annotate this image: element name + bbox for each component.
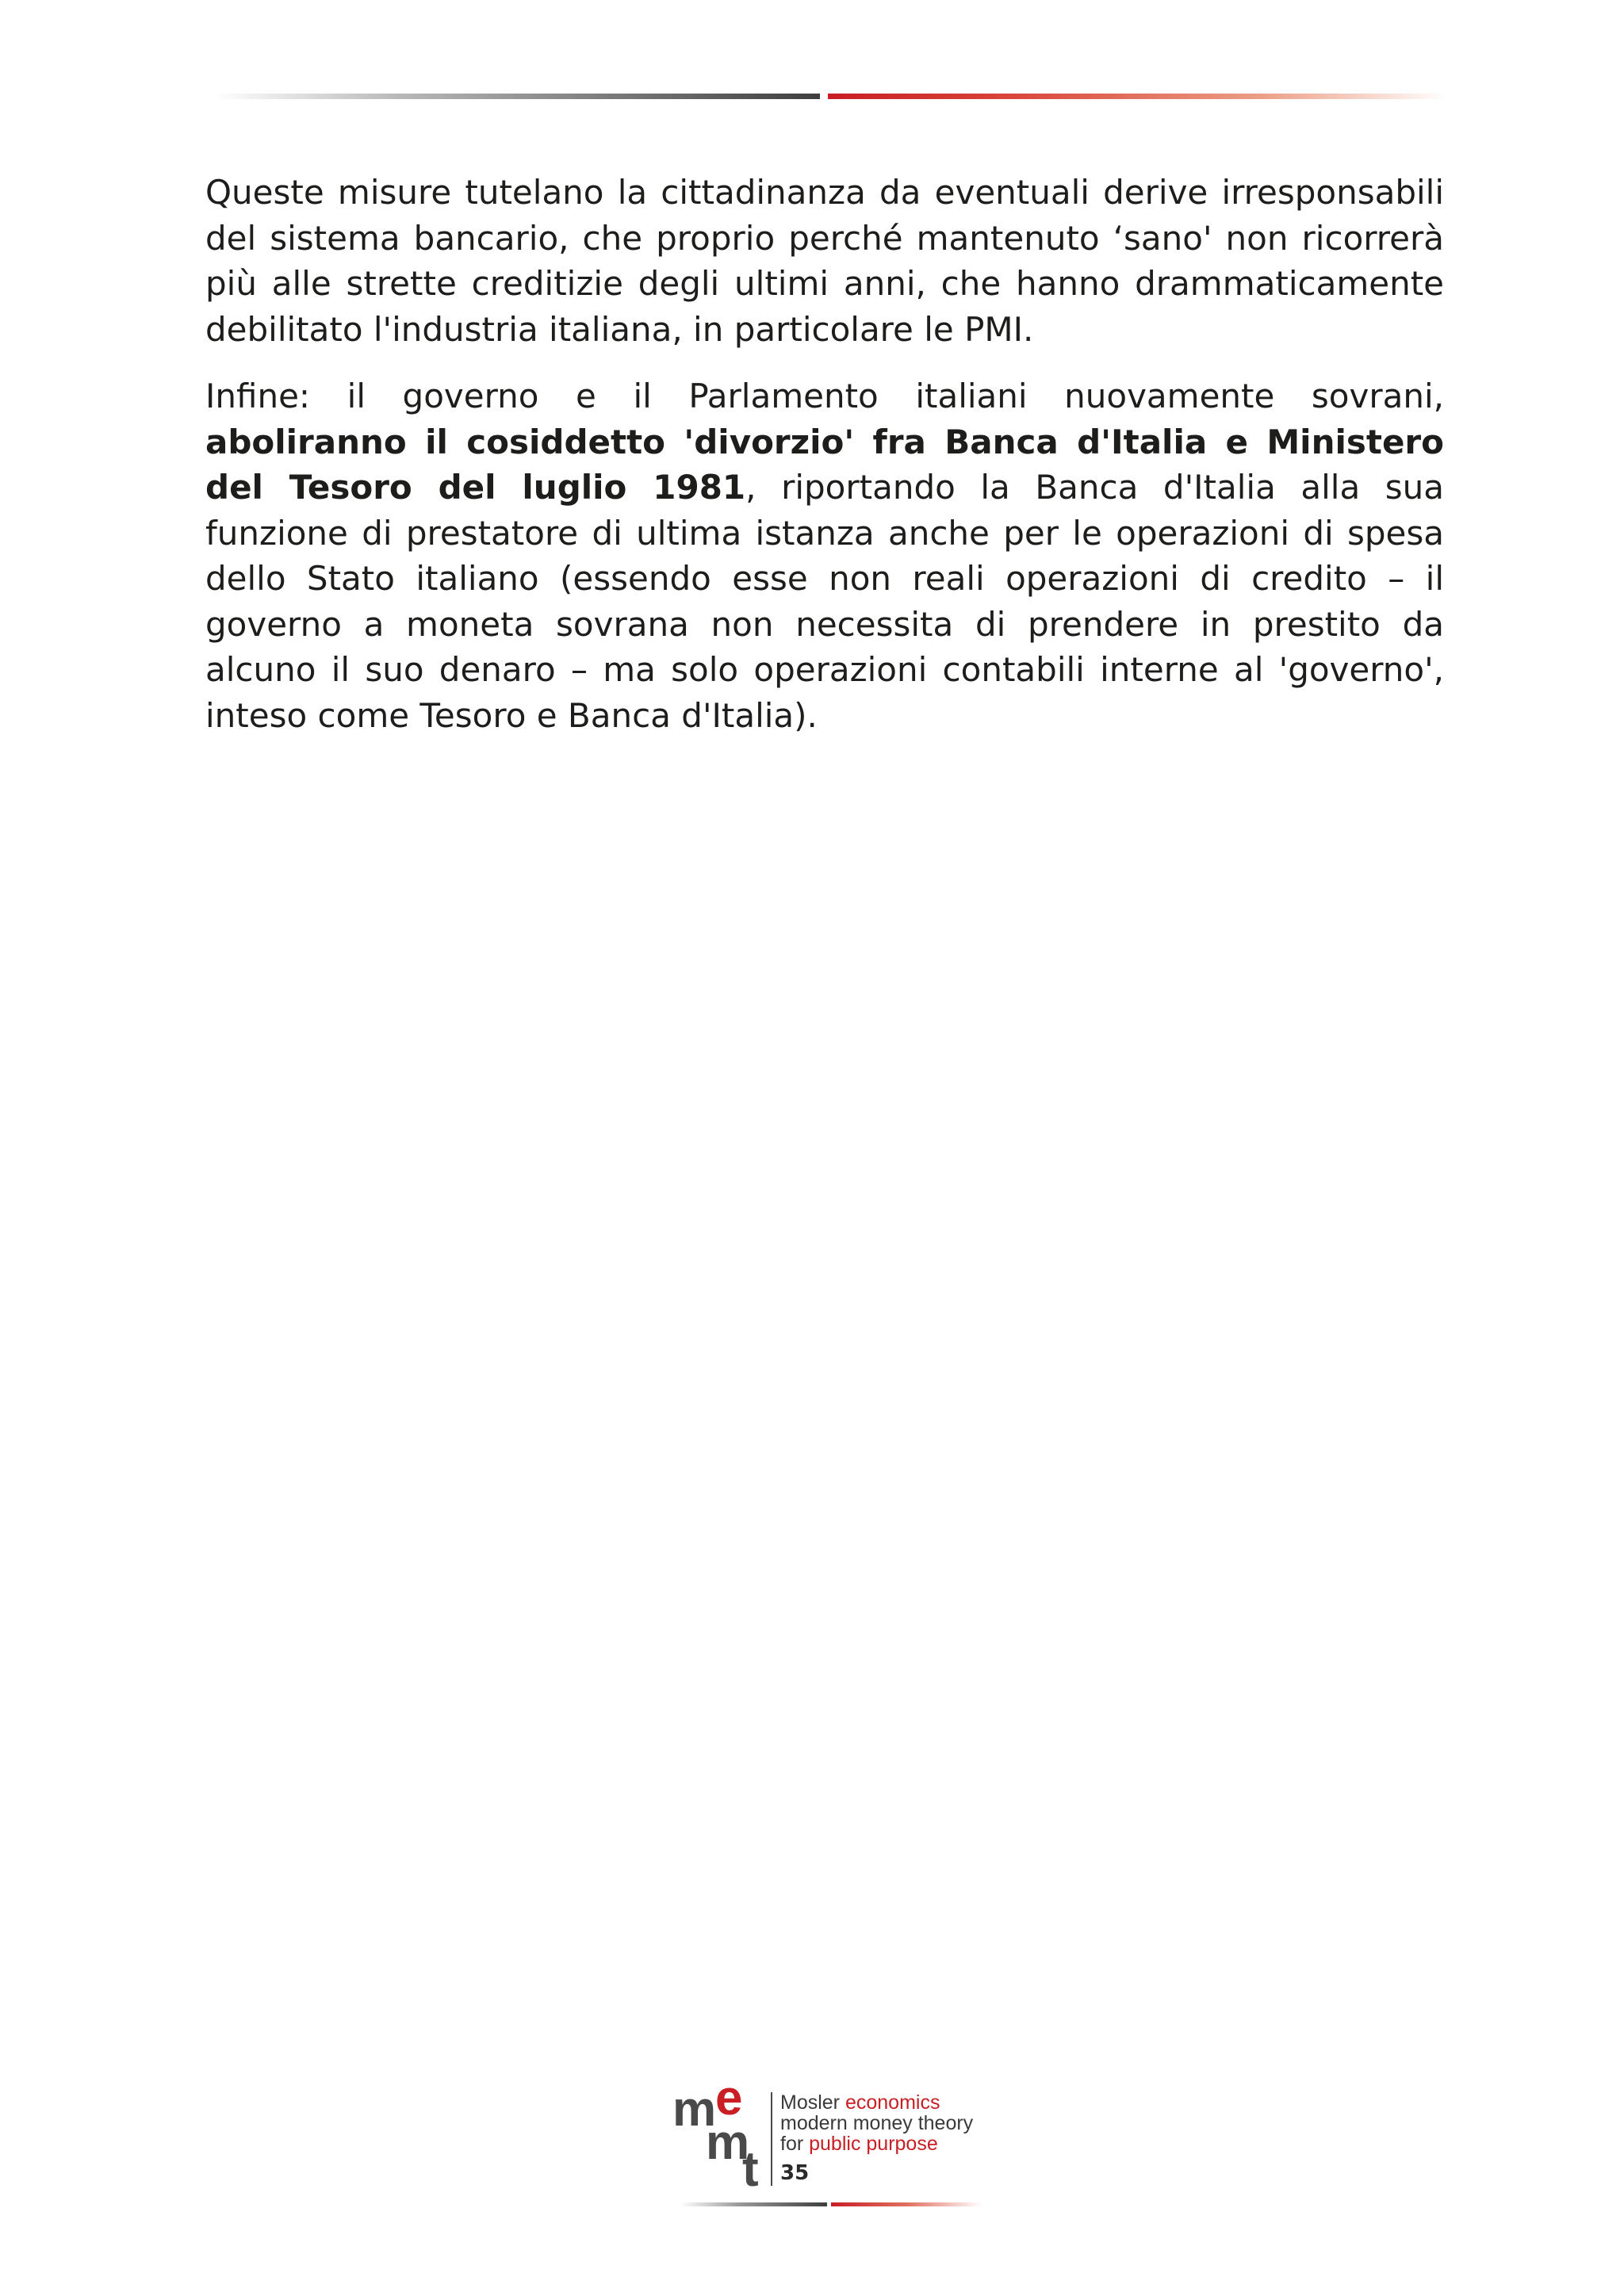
brand-for: for (780, 2133, 810, 2155)
paragraph-2-bold: aboliranno il cosiddetto 'divorzio' fra Banca d'Italia e Ministero del Tesoro del luglio 1981 (205, 422, 1444, 507)
brand-mosler: Mosler (780, 2091, 845, 2114)
logo-letter-e: e (715, 2083, 743, 2126)
body-text (205, 170, 1444, 760)
footer-rule-gray (680, 2202, 827, 2206)
paragraph-1: Queste misure tutelano la cittadinanza da eventuali derive irresponsabili del sistema bancario, che proprio perché mantenuto ‘sano' non ricorrerà più alle strette creditizie degli ultimi anni, che hanno drammaticamente debilitato l'industria italiana, in particolare le PMI. (205, 173, 1444, 349)
brand-public-purpose: public purpose (809, 2133, 938, 2155)
page-footer (672, 2083, 990, 2210)
logo-divider (771, 2092, 772, 2186)
logo-letter-t: t (742, 2142, 759, 2190)
paragraph-2-lead: Infine: il governo e il Parlamento italiani nuovamente sovrani, (205, 377, 1444, 415)
logo-letter-m1: m (672, 2083, 717, 2137)
brand-economics: economics (845, 2091, 940, 2114)
page-number: 35 (780, 2161, 810, 2185)
footer-rule-red (831, 2202, 982, 2206)
memt-logo (672, 2083, 768, 2190)
paragraph-2-rest: , riportando la Banca d'Italia alla sua funzione di prestatore di ultima istanza anche per le operazioni di spesa dello Stato italiano (essendo esse non reali operazioni di credito – il governo a moneta sovrana non necessita di prendere in prestito da alcuno il suo denaro – ma solo operazioni contabili interne al 'governo', inteso come Tesoro e Banca d'Italia). (205, 468, 1445, 735)
header-rule-red (828, 94, 1446, 99)
logo-letter-m2: m (706, 2115, 750, 2170)
brand-line-2: modern money theory (780, 2112, 974, 2134)
header-rule-gray (216, 94, 820, 99)
paragraph-2 (205, 373, 1444, 738)
brand-line-3 (780, 2133, 938, 2154)
brand-line-1 (780, 2092, 940, 2113)
